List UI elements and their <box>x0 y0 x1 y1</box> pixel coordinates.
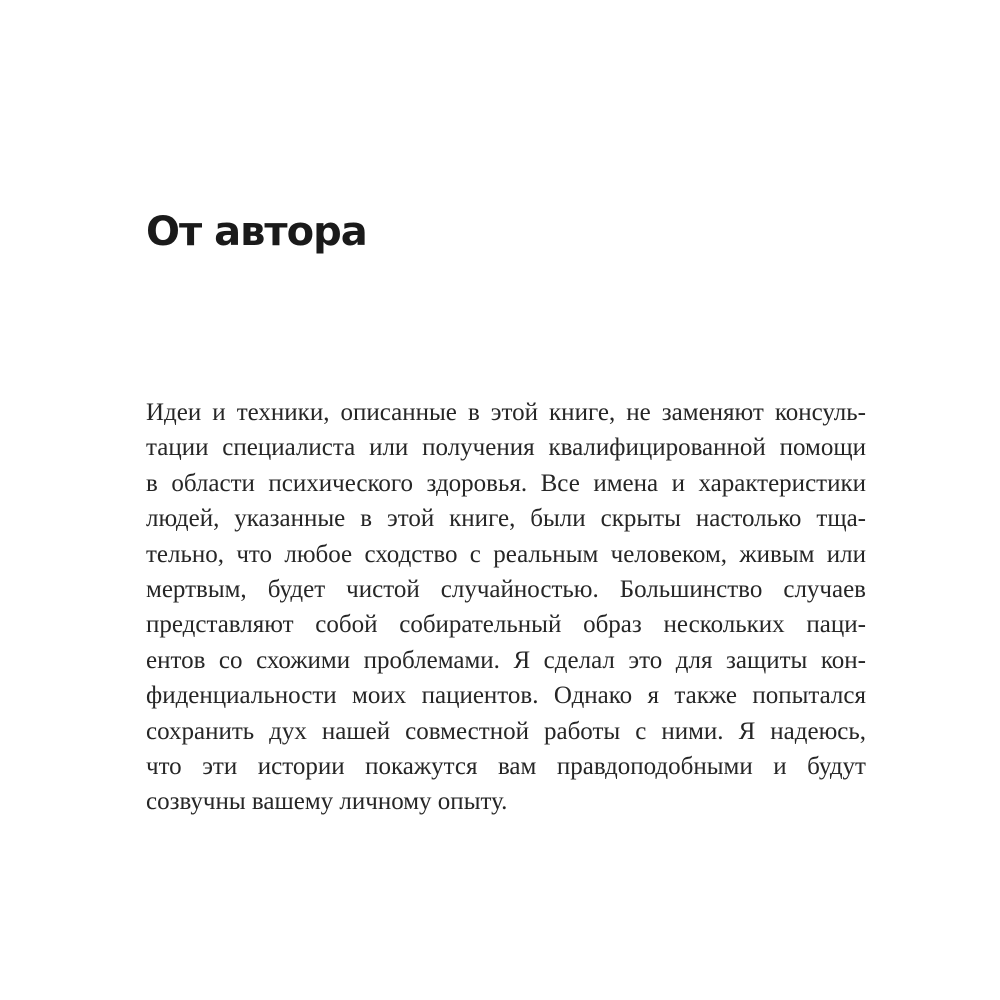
paragraph-line: созвучны вашему личному опыту. <box>146 788 508 816</box>
paragraph-line: Идеи и техники, описанные в этой книге, не заменяют консуль- <box>146 399 866 426</box>
paragraph-line: людей, указанные в этой книге, были скрыты настолько тща- <box>146 505 866 533</box>
paragraph-line: сохранить дух нашей совместной работы с ними. Я надеюсь, <box>146 717 866 745</box>
paragraph-line: в области психического здоровья. Все имена и характеристики <box>146 469 866 497</box>
paragraph-line: ентов со схожими проблемами. Я сделал это для защиты кон- <box>146 646 866 674</box>
author-note-paragraph <box>146 395 866 820</box>
page-title: От автора <box>146 209 367 255</box>
paragraph-line: представляют собой собирательный образ нескольких паци- <box>146 611 866 639</box>
paragraph-line: тации специалиста или получения квалифицированной помощи <box>146 434 866 462</box>
paragraph-line: тельно, что любое сходство с реальным человеком, живым или <box>146 540 866 568</box>
paragraph-line: что эти истории покажутся вам правдоподобными и будут <box>146 753 866 781</box>
paragraph-line: мертвым, будет чистой случайностью. Большинство случаев <box>146 576 866 604</box>
paragraph-line: фиденциальности моих пациентов. Однако я также попытался <box>146 682 866 710</box>
